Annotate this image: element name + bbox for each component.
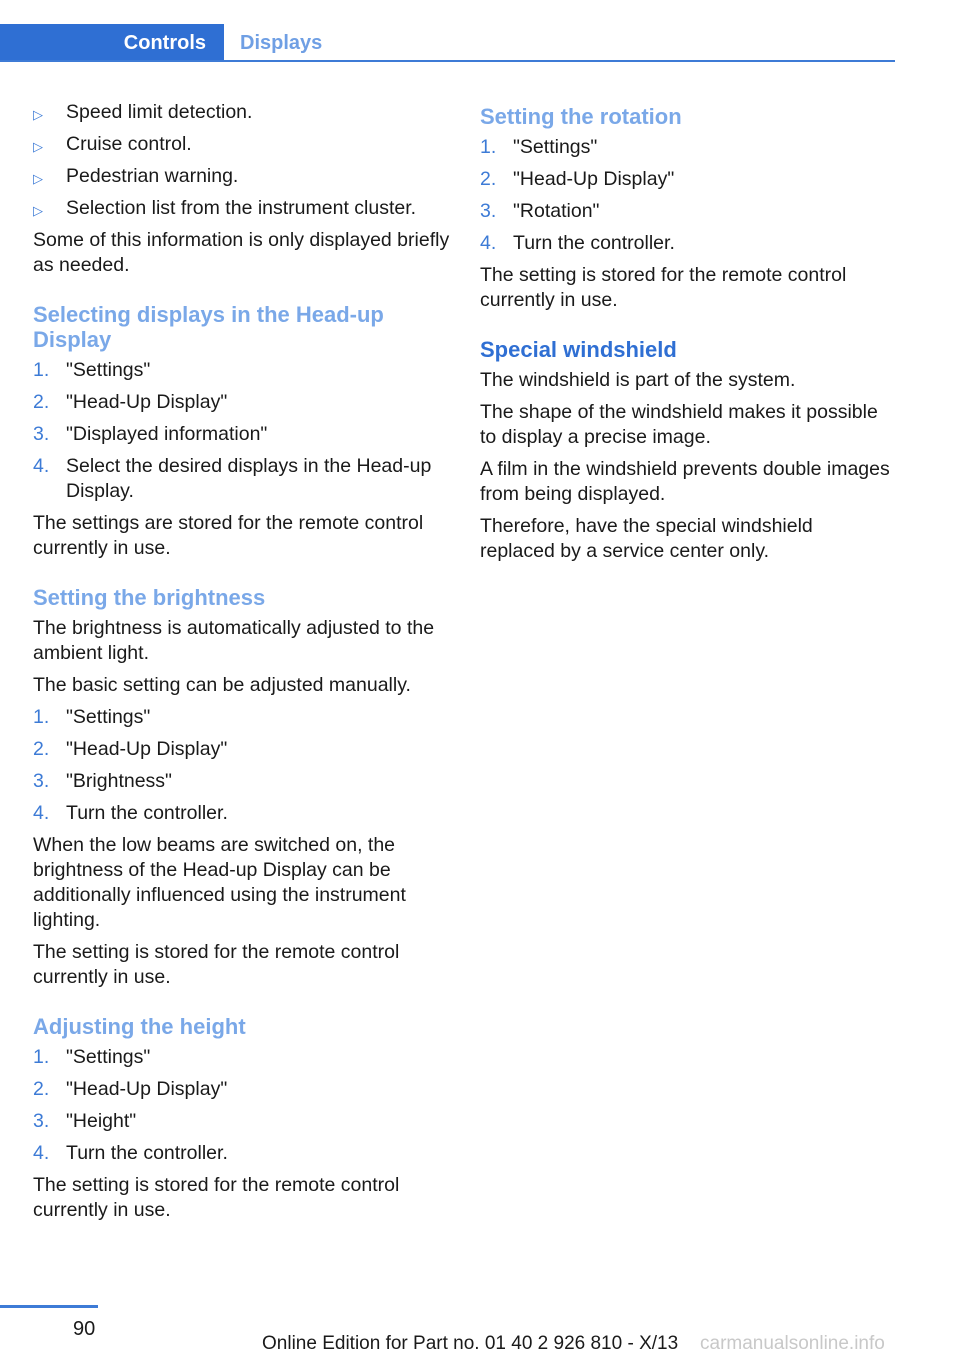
step-text: Turn the controller. <box>513 232 675 254</box>
step-text: "Height" <box>66 1110 137 1132</box>
windshield-p1: The windshield is part of the system. <box>480 369 796 391</box>
page-number: 90 <box>73 1318 96 1340</box>
triangle-bullet-icon: ▷ <box>33 107 43 122</box>
list-item <box>33 390 453 415</box>
step-number: 4. <box>33 455 50 477</box>
feature-bullet-list <box>33 100 453 221</box>
header-tabbar <box>0 24 895 62</box>
step-number: 4. <box>33 802 50 824</box>
list-item-text: Pedestrian warning. <box>66 165 239 187</box>
step-number: 3. <box>33 770 50 792</box>
step-text: "Settings" <box>66 706 151 728</box>
step-number: 2. <box>33 1078 50 1100</box>
list-item <box>33 769 453 794</box>
step-text: "Head-Up Display" <box>66 738 228 760</box>
windshield-p2: The shape of the windshield makes it possible to display a precise image. <box>480 401 878 448</box>
height-stored-note: The setting is stored for the remote control currently in use. <box>33 1174 400 1221</box>
step-text: Turn the controller. <box>66 1142 228 1164</box>
list-item <box>33 100 453 125</box>
list-item <box>480 199 890 224</box>
steps-height <box>33 1045 453 1166</box>
heading-selecting-displays: Selecting displays in the Head-up Display <box>33 302 384 352</box>
list-item <box>33 705 453 730</box>
step-number: 2. <box>480 168 497 190</box>
list-item <box>33 422 453 447</box>
list-item <box>33 1109 453 1134</box>
triangle-bullet-icon: ▷ <box>33 171 43 186</box>
triangle-bullet-icon: ▷ <box>33 139 43 154</box>
list-item <box>33 454 453 504</box>
heading-setting-brightness: Setting the brightness <box>33 585 266 610</box>
list-item <box>33 358 453 383</box>
step-number: 3. <box>33 423 50 445</box>
tab-displays-label: Displays <box>240 31 323 54</box>
list-item <box>33 1141 453 1166</box>
step-text: "Settings" <box>66 359 151 381</box>
heading-adjusting-height: Adjusting the height <box>33 1014 246 1039</box>
triangle-bullet-icon: ▷ <box>33 203 43 218</box>
footer-rule <box>0 1305 98 1308</box>
steps-rotation <box>480 135 890 256</box>
step-text: Turn the controller. <box>66 802 228 824</box>
steps-selecting-displays <box>33 358 453 504</box>
right-column <box>480 100 890 571</box>
step-number: 2. <box>33 738 50 760</box>
rotation-stored-note: The setting is stored for the remote control currently in use. <box>480 264 847 311</box>
list-item-text: Speed limit detection. <box>66 101 253 123</box>
step-text: "Rotation" <box>513 200 600 222</box>
list-item-text: Selection list from the instrument cluster. <box>66 197 417 219</box>
step-text: "Displayed information" <box>66 423 268 445</box>
heading-special-windshield: Special windshield <box>480 337 677 362</box>
step-number: 2. <box>33 391 50 413</box>
step-text: "Settings" <box>513 136 598 158</box>
step-number: 1. <box>33 359 50 381</box>
bullet-note: Some of this information is only displayed briefly as needed. <box>33 229 450 276</box>
steps-brightness <box>33 705 453 826</box>
left-column <box>33 100 453 1230</box>
list-item-text: Cruise control. <box>66 133 192 155</box>
windshield-p4: Therefore, have the special windshield replaced by a service center only. <box>480 515 813 562</box>
step-number: 1. <box>33 706 50 728</box>
list-item <box>33 164 453 189</box>
list-item <box>480 135 890 160</box>
brightness-manual: The basic setting can be adjusted manually. <box>33 674 411 696</box>
list-item <box>33 737 453 762</box>
tab-displays[interactable] <box>240 24 322 62</box>
header-rule <box>0 60 895 62</box>
step-number: 1. <box>33 1046 50 1068</box>
step-number: 4. <box>480 232 497 254</box>
list-item <box>33 132 453 157</box>
edition-text: Online Edition for Part no. 01 40 2 926 810 - X/13 <box>262 1333 679 1354</box>
windshield-p3: A film in the windshield prevents double images from being displayed. <box>480 458 890 505</box>
step-text: "Head-Up Display" <box>513 168 675 190</box>
heading-setting-rotation: Setting the rotation <box>480 104 682 129</box>
list-item <box>33 1045 453 1070</box>
tab-controls-label: Controls <box>123 31 206 54</box>
step-number: 1. <box>480 136 497 158</box>
step-text: "Head-Up Display" <box>66 391 228 413</box>
low-beams-note: When the low beams are switched on, the brightness of the Head-up Display can be additionally influenced using the instrument lighting. <box>33 834 406 931</box>
step-text: "Settings" <box>66 1046 151 1068</box>
setting-stored-note: The setting is stored for the remote control currently in use. <box>33 941 400 988</box>
list-item <box>33 196 453 221</box>
list-item <box>33 1077 453 1102</box>
step-number: 4. <box>33 1142 50 1164</box>
step-text: Select the desired displays in the Head-up Display. <box>66 455 432 502</box>
watermark: carmanualsonline.info <box>700 1333 885 1354</box>
step-number: 3. <box>480 200 497 222</box>
brightness-intro: The brightness is automatically adjusted to the ambient light. <box>33 617 435 664</box>
step-text: "Head-Up Display" <box>66 1078 228 1100</box>
list-item <box>480 231 890 256</box>
step-number: 3. <box>33 1110 50 1132</box>
step-text: "Brightness" <box>66 770 172 792</box>
list-item <box>33 801 453 826</box>
tab-controls[interactable] <box>0 24 224 62</box>
list-item <box>480 167 890 192</box>
settings-stored-note: The settings are stored for the remote control currently in use. <box>33 512 424 559</box>
